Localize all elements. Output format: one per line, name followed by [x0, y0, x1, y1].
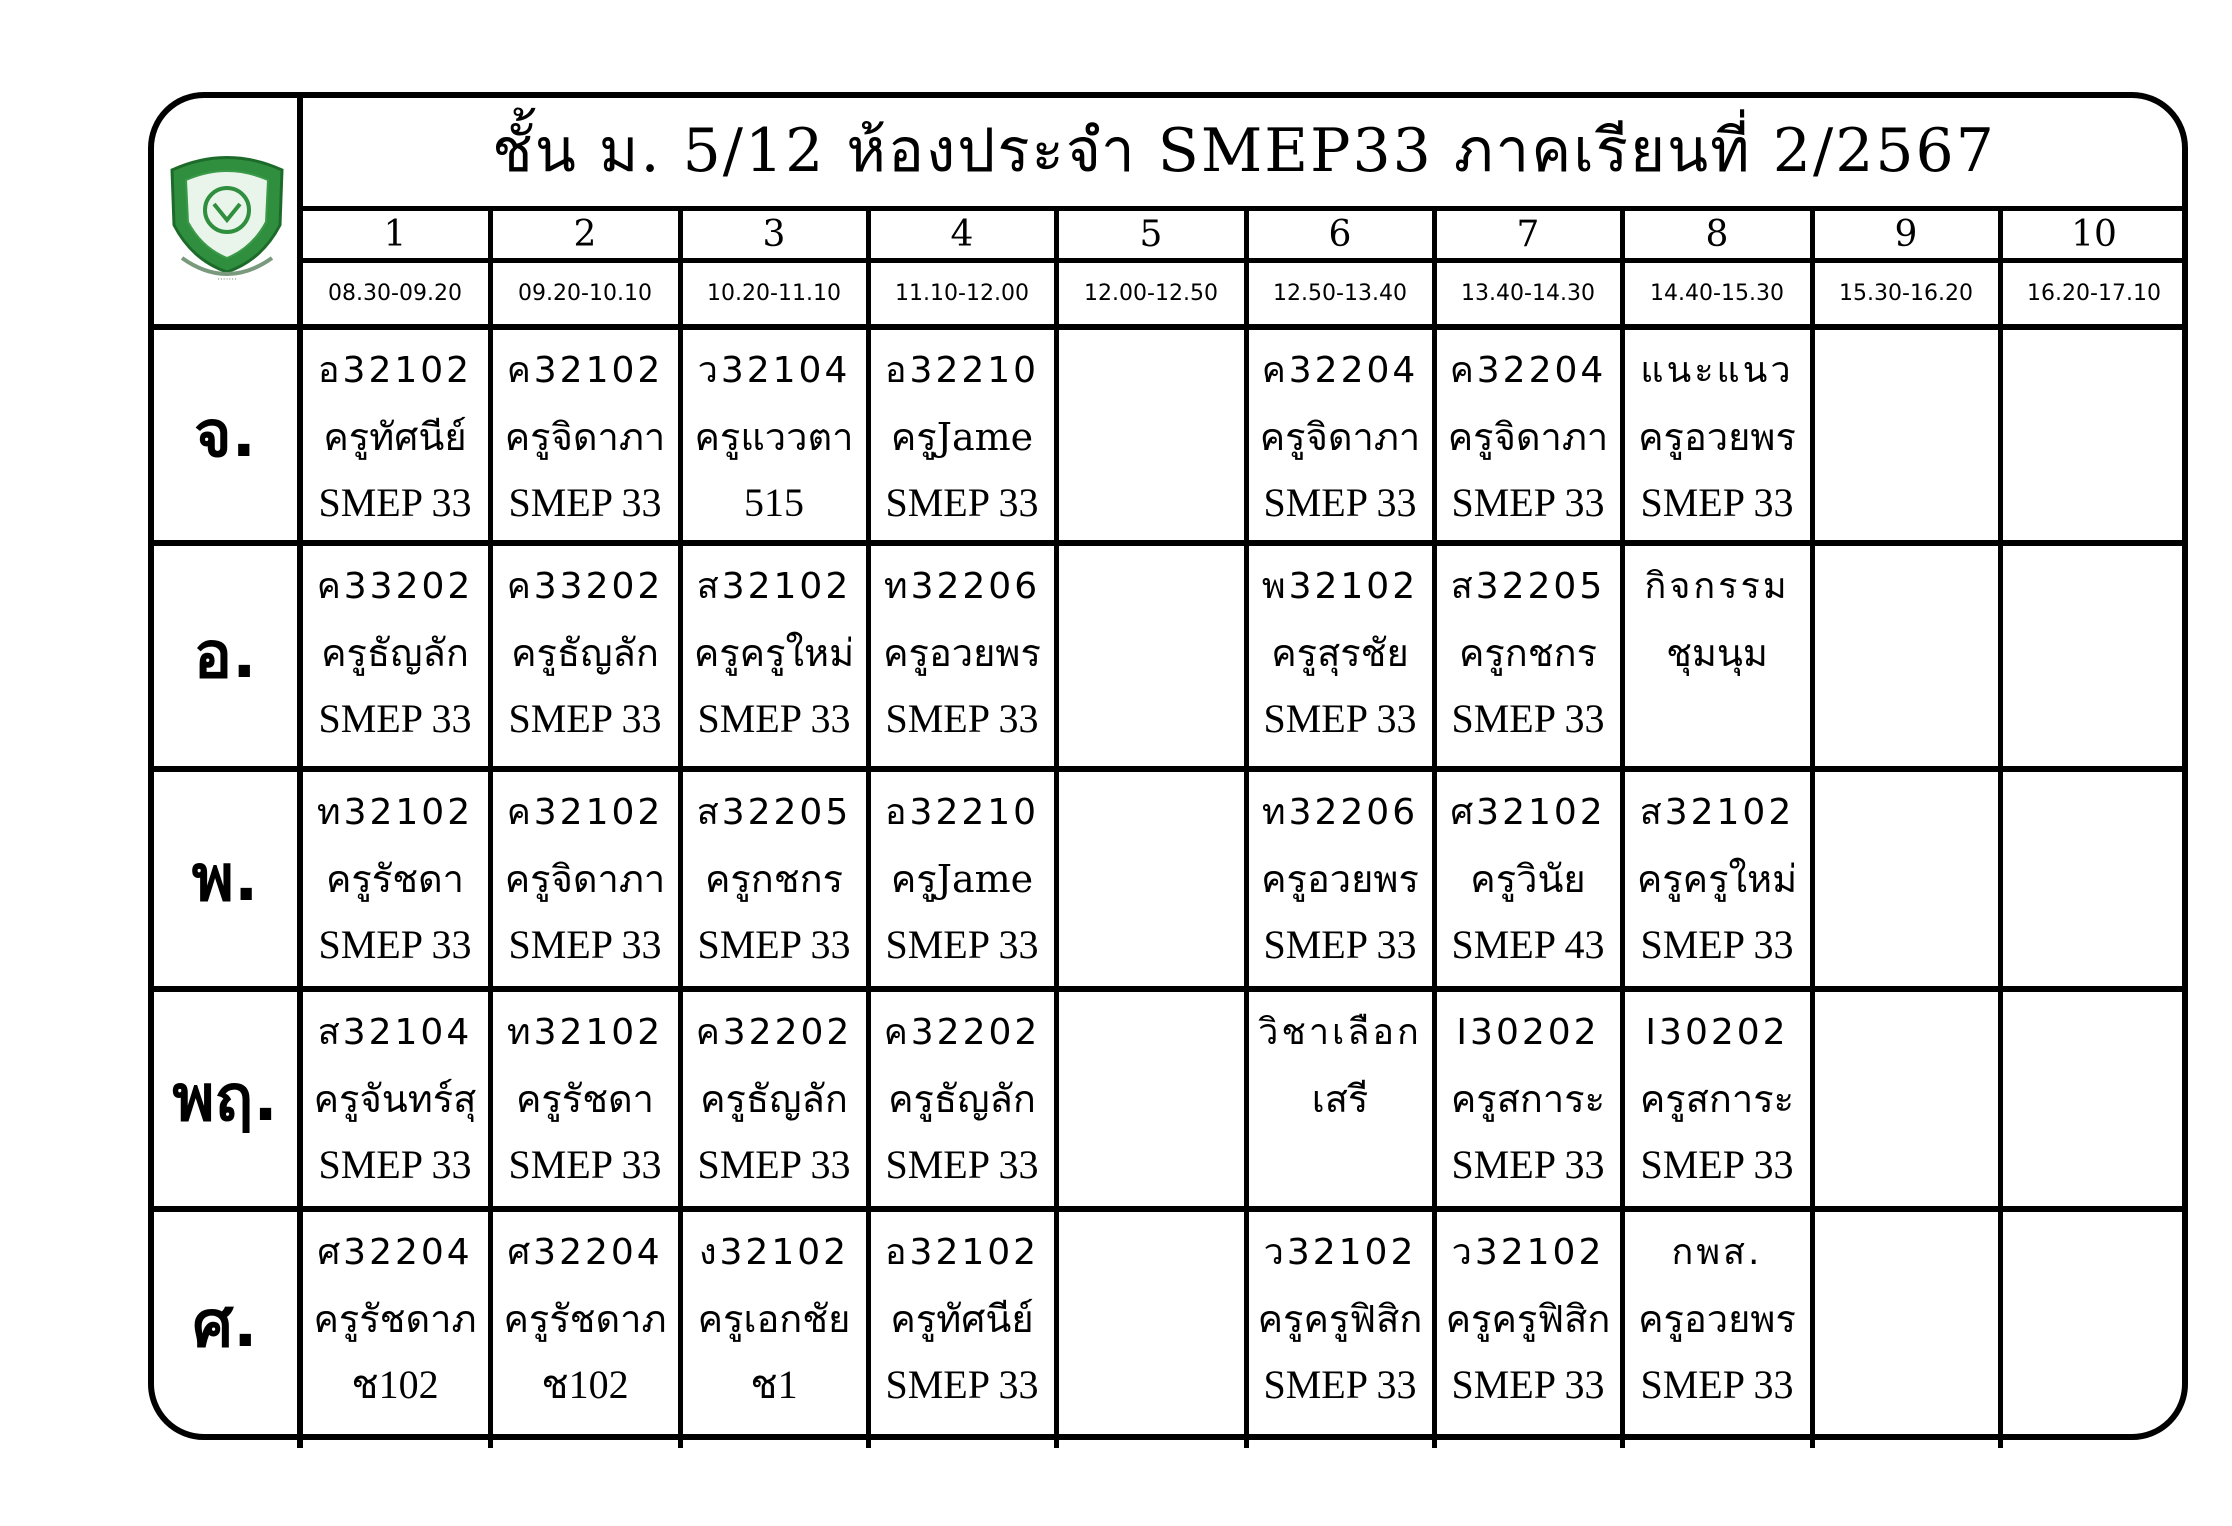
class-slot [493, 338, 677, 538]
subject-code: วิชาเลือก [1258, 1012, 1422, 1053]
empty-slot [2003, 554, 2185, 764]
subject-code: พ32102 [1261, 566, 1419, 607]
teacher-name: ครูจิดาภา [504, 415, 666, 459]
class-slot [303, 554, 487, 764]
class-slot [871, 554, 1053, 764]
teacher-name: ครูรัชดา [325, 857, 465, 901]
period-number: 7 [1516, 213, 1540, 255]
subject-code: อ32102 [884, 1232, 1040, 1273]
room-name: SMEP 33 [508, 480, 662, 525]
period-time: 13.40-14.30 [1461, 280, 1595, 306]
class-slot [1625, 1220, 1809, 1436]
teacher-name: ครูอวยพร [1638, 415, 1796, 459]
teacher-name: ครูอวยพร [883, 631, 1041, 675]
subject-code: ค32202 [883, 1012, 1041, 1053]
page-title: ชั้น ม. 5/12 ห้องประจำ SMEP33 ภาคเรียนที่ 2/2567 [492, 115, 1996, 186]
empty-slot [1815, 554, 1997, 764]
teacher-name: ครูธัญลัก [700, 1077, 848, 1121]
day-label: พ. [191, 842, 259, 916]
empty-slot [2003, 1220, 2185, 1436]
room-name: SMEP 33 [885, 922, 1039, 967]
room-name: SMEP 33 [885, 696, 1039, 741]
room-name: SMEP 33 [1263, 922, 1417, 967]
empty-slot [1059, 554, 1243, 764]
teacher-name: ครูอวยพร [1261, 857, 1419, 901]
subject-code: ท32206 [883, 566, 1041, 607]
room-name: SMEP 33 [1451, 480, 1605, 525]
period-number: 5 [1139, 213, 1163, 255]
period-time: 10.20-11.10 [707, 280, 841, 306]
class-slot [683, 1000, 865, 1204]
subject-code: ว32102 [1263, 1232, 1417, 1273]
subject-code: ค33202 [506, 566, 664, 607]
subject-code: ค32102 [506, 792, 664, 833]
teacher-name: ครูสการะ [1639, 1077, 1795, 1121]
empty-slot [2003, 338, 2185, 538]
class-slot [493, 1220, 677, 1436]
room-name: SMEP 33 [508, 1142, 662, 1187]
teacher-name: ครูสการะ [1450, 1077, 1606, 1121]
room-name: SMEP 33 [885, 480, 1039, 525]
teacher-name: ชุมนุม [1666, 631, 1768, 675]
subject-code: อ32210 [884, 350, 1040, 391]
class-slot [493, 780, 677, 984]
teacher-name: ครูแววตา [694, 415, 854, 459]
class-slot [1249, 338, 1431, 538]
period-time: 14.40-15.30 [1650, 280, 1784, 306]
subject-code: I30202 [1456, 1012, 1600, 1053]
empty-slot [1815, 1220, 1997, 1436]
teacher-name: ครูรัชดาภ [503, 1297, 667, 1341]
teacher-name: ครูจิดาภา [504, 857, 666, 901]
class-slot [303, 1000, 487, 1204]
class-slot [1437, 338, 1619, 538]
teacher-name: ครูจิดาภา [1259, 415, 1421, 459]
empty-slot [1059, 338, 1243, 538]
room-name: SMEP 33 [1640, 480, 1794, 525]
class-slot [1625, 1000, 1809, 1204]
class-slot [493, 1000, 677, 1204]
teacher-name: ครูอวยพร [1638, 1297, 1796, 1341]
class-slot [493, 554, 677, 764]
class-slot [683, 338, 865, 538]
class-slot [1249, 554, 1431, 764]
subject-code: อ32102 [317, 350, 473, 391]
room-name: SMEP 43 [1451, 922, 1605, 967]
period-time: 12.00-12.50 [1084, 280, 1218, 306]
period-time: 11.10-12.00 [895, 280, 1029, 306]
period-number: 8 [1705, 213, 1729, 255]
subject-code: ส32102 [696, 566, 852, 607]
room-name: SMEP 33 [885, 1142, 1039, 1187]
teacher-name: ครูทัศนีย์ [890, 1297, 1034, 1341]
class-slot [871, 1220, 1053, 1436]
class-slot [683, 554, 865, 764]
teacher-name: ครูกชกร [1458, 631, 1598, 675]
room-name: SMEP 33 [1640, 1142, 1794, 1187]
empty-slot [1815, 780, 1997, 984]
subject-code: อ32210 [884, 792, 1040, 833]
period-number: 1 [383, 213, 407, 255]
subject-code: ท32206 [1261, 792, 1419, 833]
class-slot [871, 780, 1053, 984]
class-slot [1249, 780, 1431, 984]
empty-slot [2003, 780, 2185, 984]
empty-slot [1059, 1220, 1243, 1436]
teacher-name: ครูกชกร [704, 857, 844, 901]
class-slot [871, 338, 1053, 538]
teacher-name: ครูครูฟิสิก [1445, 1297, 1611, 1341]
room-name: SMEP 33 [1451, 696, 1605, 741]
room-name: ช1 [750, 1362, 798, 1407]
subject-code: ท32102 [506, 1012, 664, 1053]
subject-code: ส32104 [317, 1012, 473, 1053]
period-number: 4 [950, 213, 974, 255]
period-number: 3 [762, 213, 786, 255]
row-divider [150, 766, 2188, 772]
period-number: 2 [573, 213, 597, 255]
subject-code: ค32202 [695, 1012, 853, 1053]
subject-code: ค33202 [316, 566, 474, 607]
room-name: SMEP 33 [508, 696, 662, 741]
class-slot [1437, 554, 1619, 764]
period-time: 08.30-09.20 [328, 280, 462, 306]
teacher-name: ครูวินัย [1470, 857, 1586, 901]
class-slot [303, 780, 487, 984]
subject-code: กพส. [1671, 1232, 1763, 1273]
subject-code: ท32102 [316, 792, 474, 833]
class-slot [303, 1220, 487, 1436]
day-label: อ. [193, 619, 257, 693]
row-divider [150, 986, 2188, 992]
room-name: SMEP 33 [697, 1142, 851, 1187]
room-name: SMEP 33 [318, 696, 472, 741]
room-name: ช102 [351, 1362, 439, 1407]
room-name: ช102 [541, 1362, 629, 1407]
class-slot [1437, 1000, 1619, 1204]
subject-code: ส32102 [1639, 792, 1795, 833]
empty-slot [2003, 1000, 2185, 1204]
subject-code: I30202 [1645, 1012, 1789, 1053]
subject-code: ค32102 [506, 350, 664, 391]
teacher-name: ครูจิดาภา [1447, 415, 1609, 459]
subject-code: ค32204 [1261, 350, 1419, 391]
day-label: พฤ. [172, 1062, 278, 1136]
row-divider [150, 540, 2188, 546]
empty-slot [1815, 338, 1997, 538]
teacher-name: ครูทัศนีย์ [323, 415, 467, 459]
subject-code: ศ32102 [1450, 792, 1606, 833]
teacher-name: ครูสุรชัย [1271, 631, 1409, 675]
subject-code: ส32205 [696, 792, 852, 833]
class-slot [683, 1220, 865, 1436]
subject-code: ว32102 [1451, 1232, 1605, 1273]
teacher-name: ครูรัชดา [515, 1077, 655, 1121]
class-slot [1437, 780, 1619, 984]
teacher-name: ครูครูฟิสิก [1257, 1297, 1423, 1341]
room-name: 515 [744, 480, 804, 525]
teacher-name: ครูครูใหม่ [1636, 857, 1798, 901]
teacher-name: ครูรัชดาภ [313, 1297, 477, 1341]
room-name: SMEP 33 [1640, 922, 1794, 967]
empty-slot [1815, 1000, 1997, 1204]
class-slot [1437, 1220, 1619, 1436]
row-divider [150, 1206, 2188, 1212]
room-name: SMEP 33 [885, 1362, 1039, 1407]
teacher-name: ครูจันทร์สุ [313, 1077, 477, 1121]
class-slot [303, 338, 487, 538]
teacher-name: เสรี [1311, 1077, 1369, 1121]
subject-code: กิจกรรม [1644, 566, 1790, 607]
period-time: 16.20-17.10 [2027, 280, 2161, 306]
subject-code: ศ32204 [317, 1232, 473, 1273]
class-slot [871, 1000, 1053, 1204]
subject-code: แนะแนว [1640, 350, 1794, 391]
room-name: SMEP 33 [1451, 1142, 1605, 1187]
subject-code: ว32104 [697, 350, 851, 391]
day-label: ศ. [192, 1288, 258, 1362]
period-time: 09.20-10.10 [518, 280, 652, 306]
period-number: 10 [2071, 213, 2117, 255]
empty-slot [1059, 1000, 1243, 1204]
teacher-name: ครูธัญลัก [511, 631, 659, 675]
period-time: 12.50-13.40 [1273, 280, 1407, 306]
class-slot [1249, 1220, 1431, 1436]
teacher-name: ครูครูใหม่ [693, 631, 855, 675]
room-name: SMEP 33 [697, 922, 851, 967]
class-slot [1625, 338, 1809, 538]
class-slot [1625, 554, 1809, 764]
subject-code: ค32204 [1449, 350, 1607, 391]
class-slot [683, 780, 865, 984]
period-number: 6 [1328, 213, 1352, 255]
room-name: SMEP 33 [1451, 1362, 1605, 1407]
subject-code: ศ32204 [507, 1232, 663, 1273]
teacher-name: ครูJame [890, 857, 1034, 901]
empty-slot [1059, 780, 1243, 984]
subject-code: ง32102 [698, 1232, 850, 1273]
svg-text:·······: ······· [216, 275, 238, 285]
period-number: 9 [1894, 213, 1918, 255]
room-name: SMEP 33 [1263, 1362, 1417, 1407]
teacher-name: ครูธัญลัก [888, 1077, 1036, 1121]
teacher-name: ครูธัญลัก [321, 631, 469, 675]
room-name: SMEP 33 [697, 696, 851, 741]
room-name: SMEP 33 [318, 922, 472, 967]
day-label: จ. [194, 398, 256, 472]
room-name: SMEP 33 [318, 480, 472, 525]
class-slot [1249, 1000, 1431, 1204]
subject-code: ส32205 [1450, 566, 1606, 607]
teacher-name: ครูเอกชัย [697, 1297, 851, 1341]
room-name: SMEP 33 [1263, 480, 1417, 525]
room-name: SMEP 33 [1263, 696, 1417, 741]
teacher-name: ครูJame [890, 415, 1034, 459]
period-time: 15.30-16.20 [1839, 280, 1973, 306]
class-slot [1625, 780, 1809, 984]
room-name: SMEP 33 [318, 1142, 472, 1187]
room-name: SMEP 33 [1640, 1362, 1794, 1407]
room-name: SMEP 33 [508, 922, 662, 967]
